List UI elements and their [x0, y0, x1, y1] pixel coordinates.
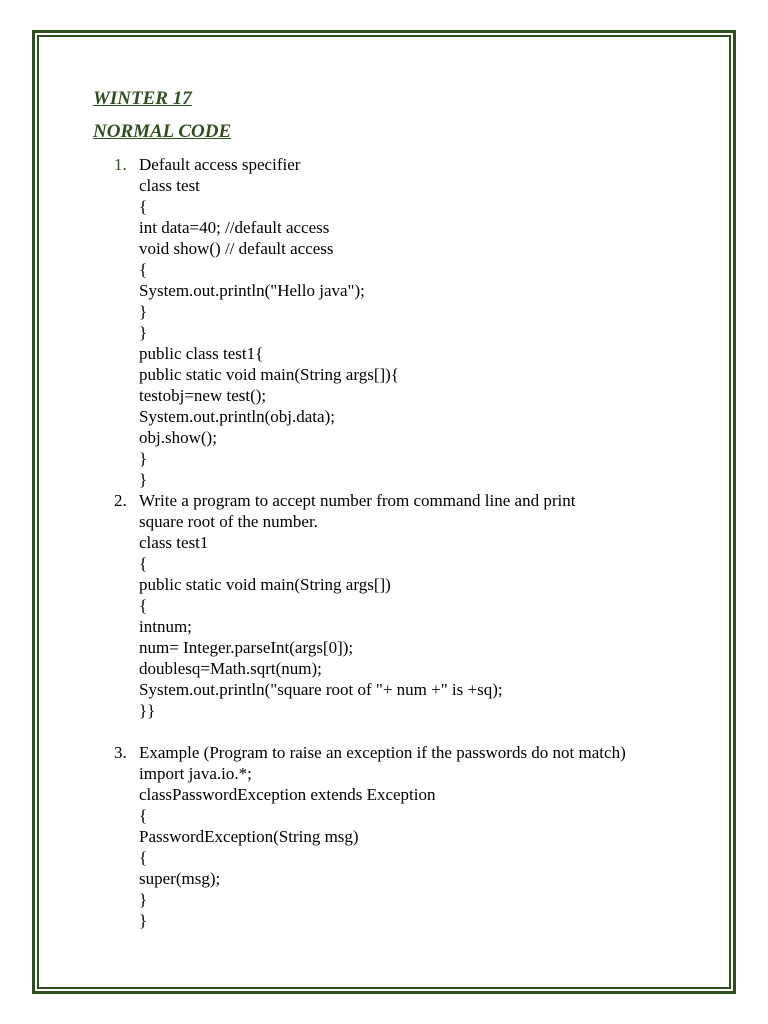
item-number: 3.: [114, 743, 127, 762]
code-line: }: [139, 449, 148, 468]
code-line: }: [139, 470, 148, 489]
code-line: PasswordException(String msg): [139, 827, 359, 846]
code-line: {: [139, 554, 148, 573]
code-line: super(msg);: [139, 869, 221, 888]
code-line: }: [139, 911, 148, 930]
code-line: testobj=new test();: [139, 386, 267, 405]
code-line: {: [139, 848, 148, 867]
code-line: public class test1{: [139, 344, 264, 363]
item-number: 1.: [114, 155, 127, 174]
code-line: {: [139, 596, 148, 615]
item-heading: Write a program to accept number from command line and print: [139, 491, 576, 510]
item-heading: square root of the number.: [139, 512, 318, 531]
list-item: [114, 742, 714, 931]
code-line: }: [139, 302, 148, 321]
code-line: }: [139, 323, 148, 342]
code-line: void show() // default access: [139, 239, 334, 258]
code-line: System.out.println(obj.data);: [139, 407, 335, 426]
code-line: {: [139, 260, 148, 279]
code-line: public static void main(String args[]): [139, 575, 391, 594]
code-line: class test: [139, 176, 200, 195]
section-heading: NORMAL CODE: [93, 121, 232, 142]
code-line: classPasswordException extends Exception: [139, 785, 436, 804]
spacer: [139, 721, 714, 742]
page-title: WINTER 17: [93, 88, 192, 109]
code-line: obj.show();: [139, 428, 217, 447]
code-line: }: [139, 890, 148, 909]
item-number: 2.: [114, 491, 127, 510]
item-heading: Default access specifier: [139, 155, 301, 174]
code-line: }}: [139, 701, 156, 720]
code-line: num= Integer.parseInt(args[0]);: [139, 638, 354, 657]
code-line: public static void main(String args[]){: [139, 365, 399, 384]
item-heading: Example (Program to raise an exception if the passwords do not match): [139, 743, 626, 762]
list-item: [114, 490, 714, 742]
code-line: {: [139, 197, 148, 216]
code-line: System.out.println("square root of "+ num +" is +sq);: [139, 680, 503, 699]
code-line: class test1: [139, 533, 209, 552]
code-line: doublesq=Math.sqrt(num);: [139, 659, 322, 678]
code-examples-list: [114, 154, 714, 931]
code-line: int data=40; //default access: [139, 218, 330, 237]
code-line: System.out.println("Hello java");: [139, 281, 365, 300]
list-item: [114, 154, 714, 490]
code-line: {: [139, 806, 148, 825]
code-line: intnum;: [139, 617, 192, 636]
code-line: import java.io.*;: [139, 764, 252, 783]
